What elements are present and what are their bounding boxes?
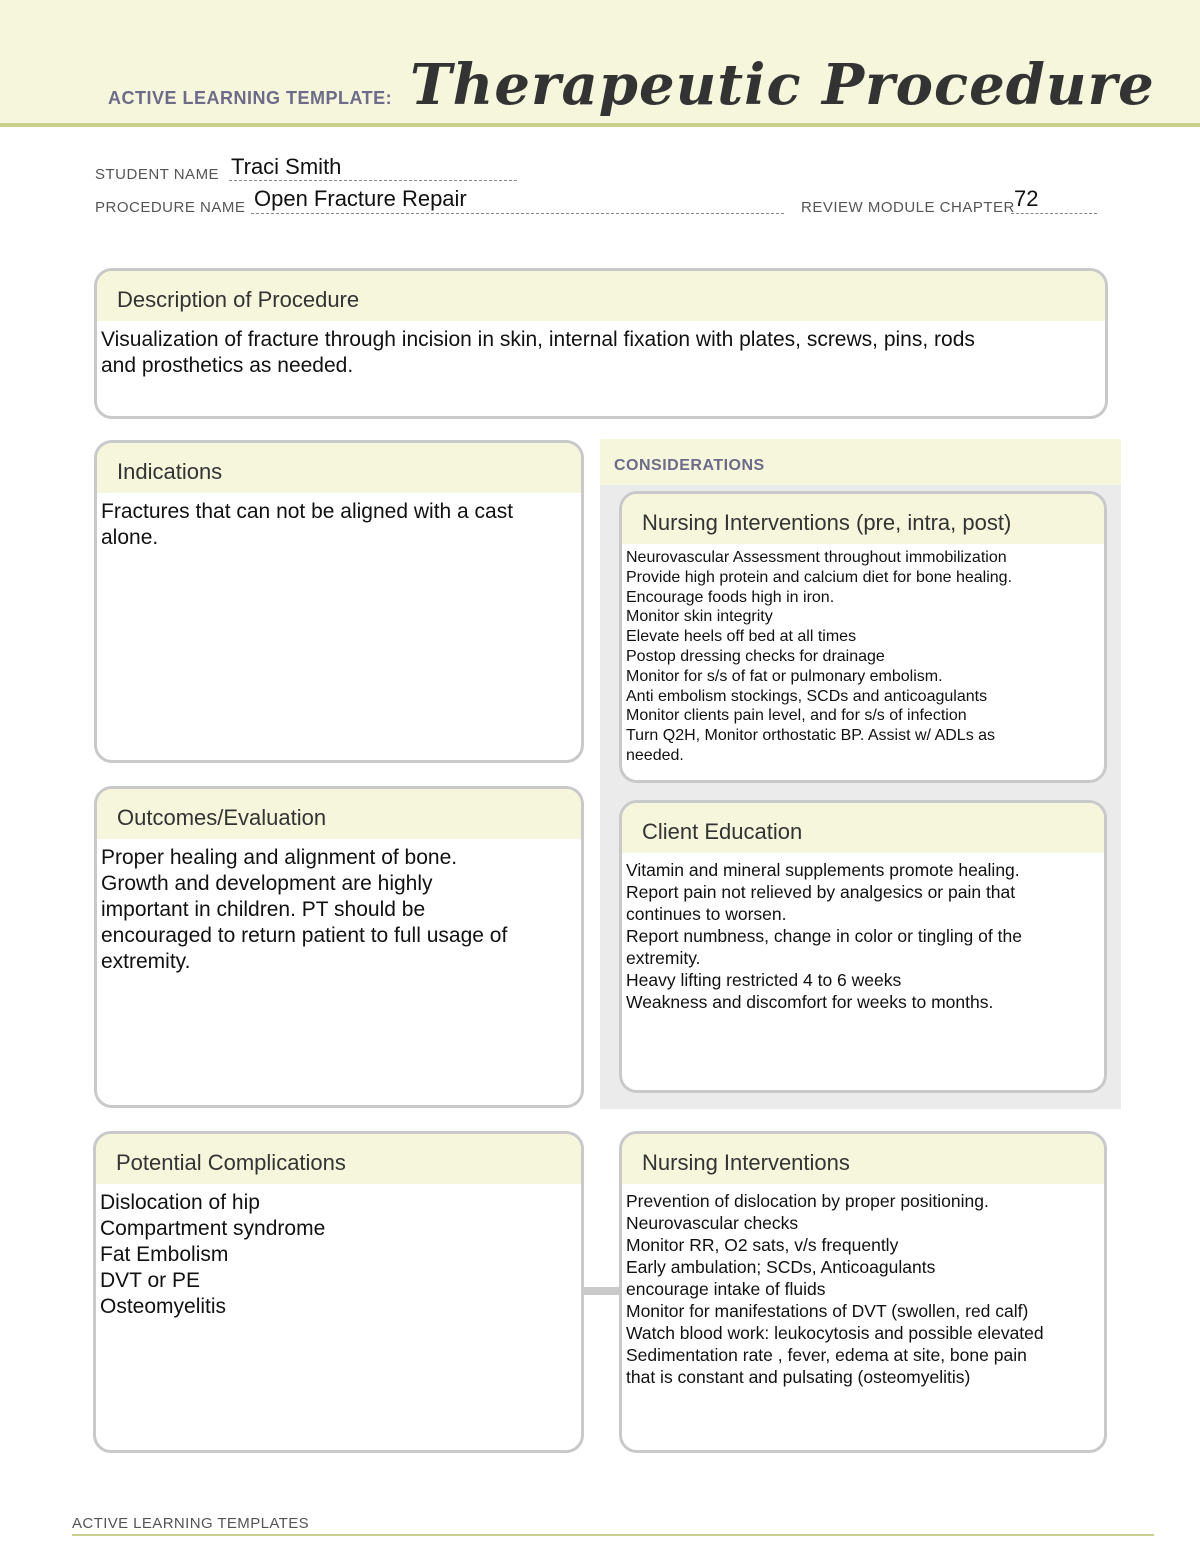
description-text[interactable]: Visualization of fracture through incision in skin, internal fixation with plates, screws, pins, rods and prosthetics as needed. bbox=[101, 328, 975, 377]
outcomes-text[interactable]: Proper healing and alignment of bone. Growth and development are highly important in children. PT should be encouraged to return patient to full usage of extremity. bbox=[101, 846, 508, 973]
review-module-field[interactable]: 72 bbox=[1014, 186, 1039, 211]
header-rule bbox=[0, 123, 1200, 127]
indications-title: Indications bbox=[97, 443, 581, 493]
description-box bbox=[94, 268, 1108, 419]
description-title: Description of Procedure bbox=[97, 271, 1105, 321]
nursing-interventions-box bbox=[619, 1131, 1107, 1453]
complications-text[interactable]: Dislocation of hip Compartment syndrome Fat Embolism DVT or PE Osteomyelitis bbox=[100, 1191, 326, 1318]
client-education-text[interactable]: Vitamin and mineral supplements promote healing. Report pain not relieved by analgesics or pain that continues to worsen. Report numbness, change in color or tingling of the extremity. Heavy lifting restricted 4 to 6 weeks Weakness and discomfort for weeks to months. bbox=[626, 860, 1022, 1012]
nursing-interventions-title: Nursing Interventions bbox=[622, 1134, 1104, 1184]
client-education-box bbox=[619, 800, 1107, 1093]
indications-box bbox=[94, 440, 584, 763]
footer-text: ACTIVE LEARNING TEMPLATES bbox=[72, 1515, 309, 1532]
procedure-name-line bbox=[251, 213, 784, 214]
student-name-label: STUDENT NAME bbox=[95, 166, 220, 183]
nursing-interventions-pio-title: Nursing Interventions (pre, intra, post) bbox=[622, 494, 1104, 544]
nursing-interventions-text[interactable]: Prevention of dislocation by proper positioning. Neurovascular checks Monitor RR, O2 sats, v/s frequently Early ambulation; SCDs, Anticoagulants encourage intake of fluids Monitor for manifestations of DVT (swollen, red calf) Watch blood work: leukocytosis and possible elevated Sedimentation rate , fever, edema at site, bone pain that is constant and pulsating (osteomyelitis) bbox=[626, 1191, 1044, 1387]
outcomes-title: Outcomes/Evaluation bbox=[97, 789, 581, 839]
review-module-line bbox=[1011, 213, 1097, 214]
client-education-title: Client Education bbox=[622, 803, 1104, 853]
student-name-field[interactable]: Traci Smith bbox=[231, 154, 342, 179]
footer-rule bbox=[72, 1534, 1154, 1536]
nursing-interventions-pio-text[interactable]: Neurovascular Assessment throughout immobilization Provide high protein and calcium diet for bone healing. Encourage foods high in iron. Monitor skin integrity Elevate heels off bed at all times Postop dressing checks for drainage Monitor for s/s of fat or pulmonary embolism. Anti embolism stockings, SCDs and anticoagulants Monitor clients pain level, and for s/s of infection Turn Q2H, Monitor orthostatic BP. Assist w/ ADLs as needed. bbox=[626, 549, 1013, 764]
student-name-line bbox=[229, 180, 517, 181]
complications-title: Potential Complications bbox=[96, 1134, 581, 1184]
template-label: ACTIVE LEARNING TEMPLATE: bbox=[108, 88, 393, 108]
page-title: Therapeutic Procedure bbox=[410, 52, 1155, 118]
nursing-interventions-pio-box bbox=[619, 491, 1107, 783]
indications-text[interactable]: Fractures that can not be aligned with a cast alone. bbox=[101, 500, 514, 549]
complications-box bbox=[93, 1131, 584, 1453]
connector-bar bbox=[583, 1287, 620, 1295]
procedure-name-field[interactable]: Open Fracture Repair bbox=[254, 186, 467, 211]
outcomes-box bbox=[94, 786, 584, 1108]
review-module-label: REVIEW MODULE CHAPTER bbox=[801, 199, 1015, 216]
procedure-name-label: PROCEDURE NAME bbox=[95, 199, 246, 216]
considerations-label: CONSIDERATIONS bbox=[614, 457, 765, 474]
